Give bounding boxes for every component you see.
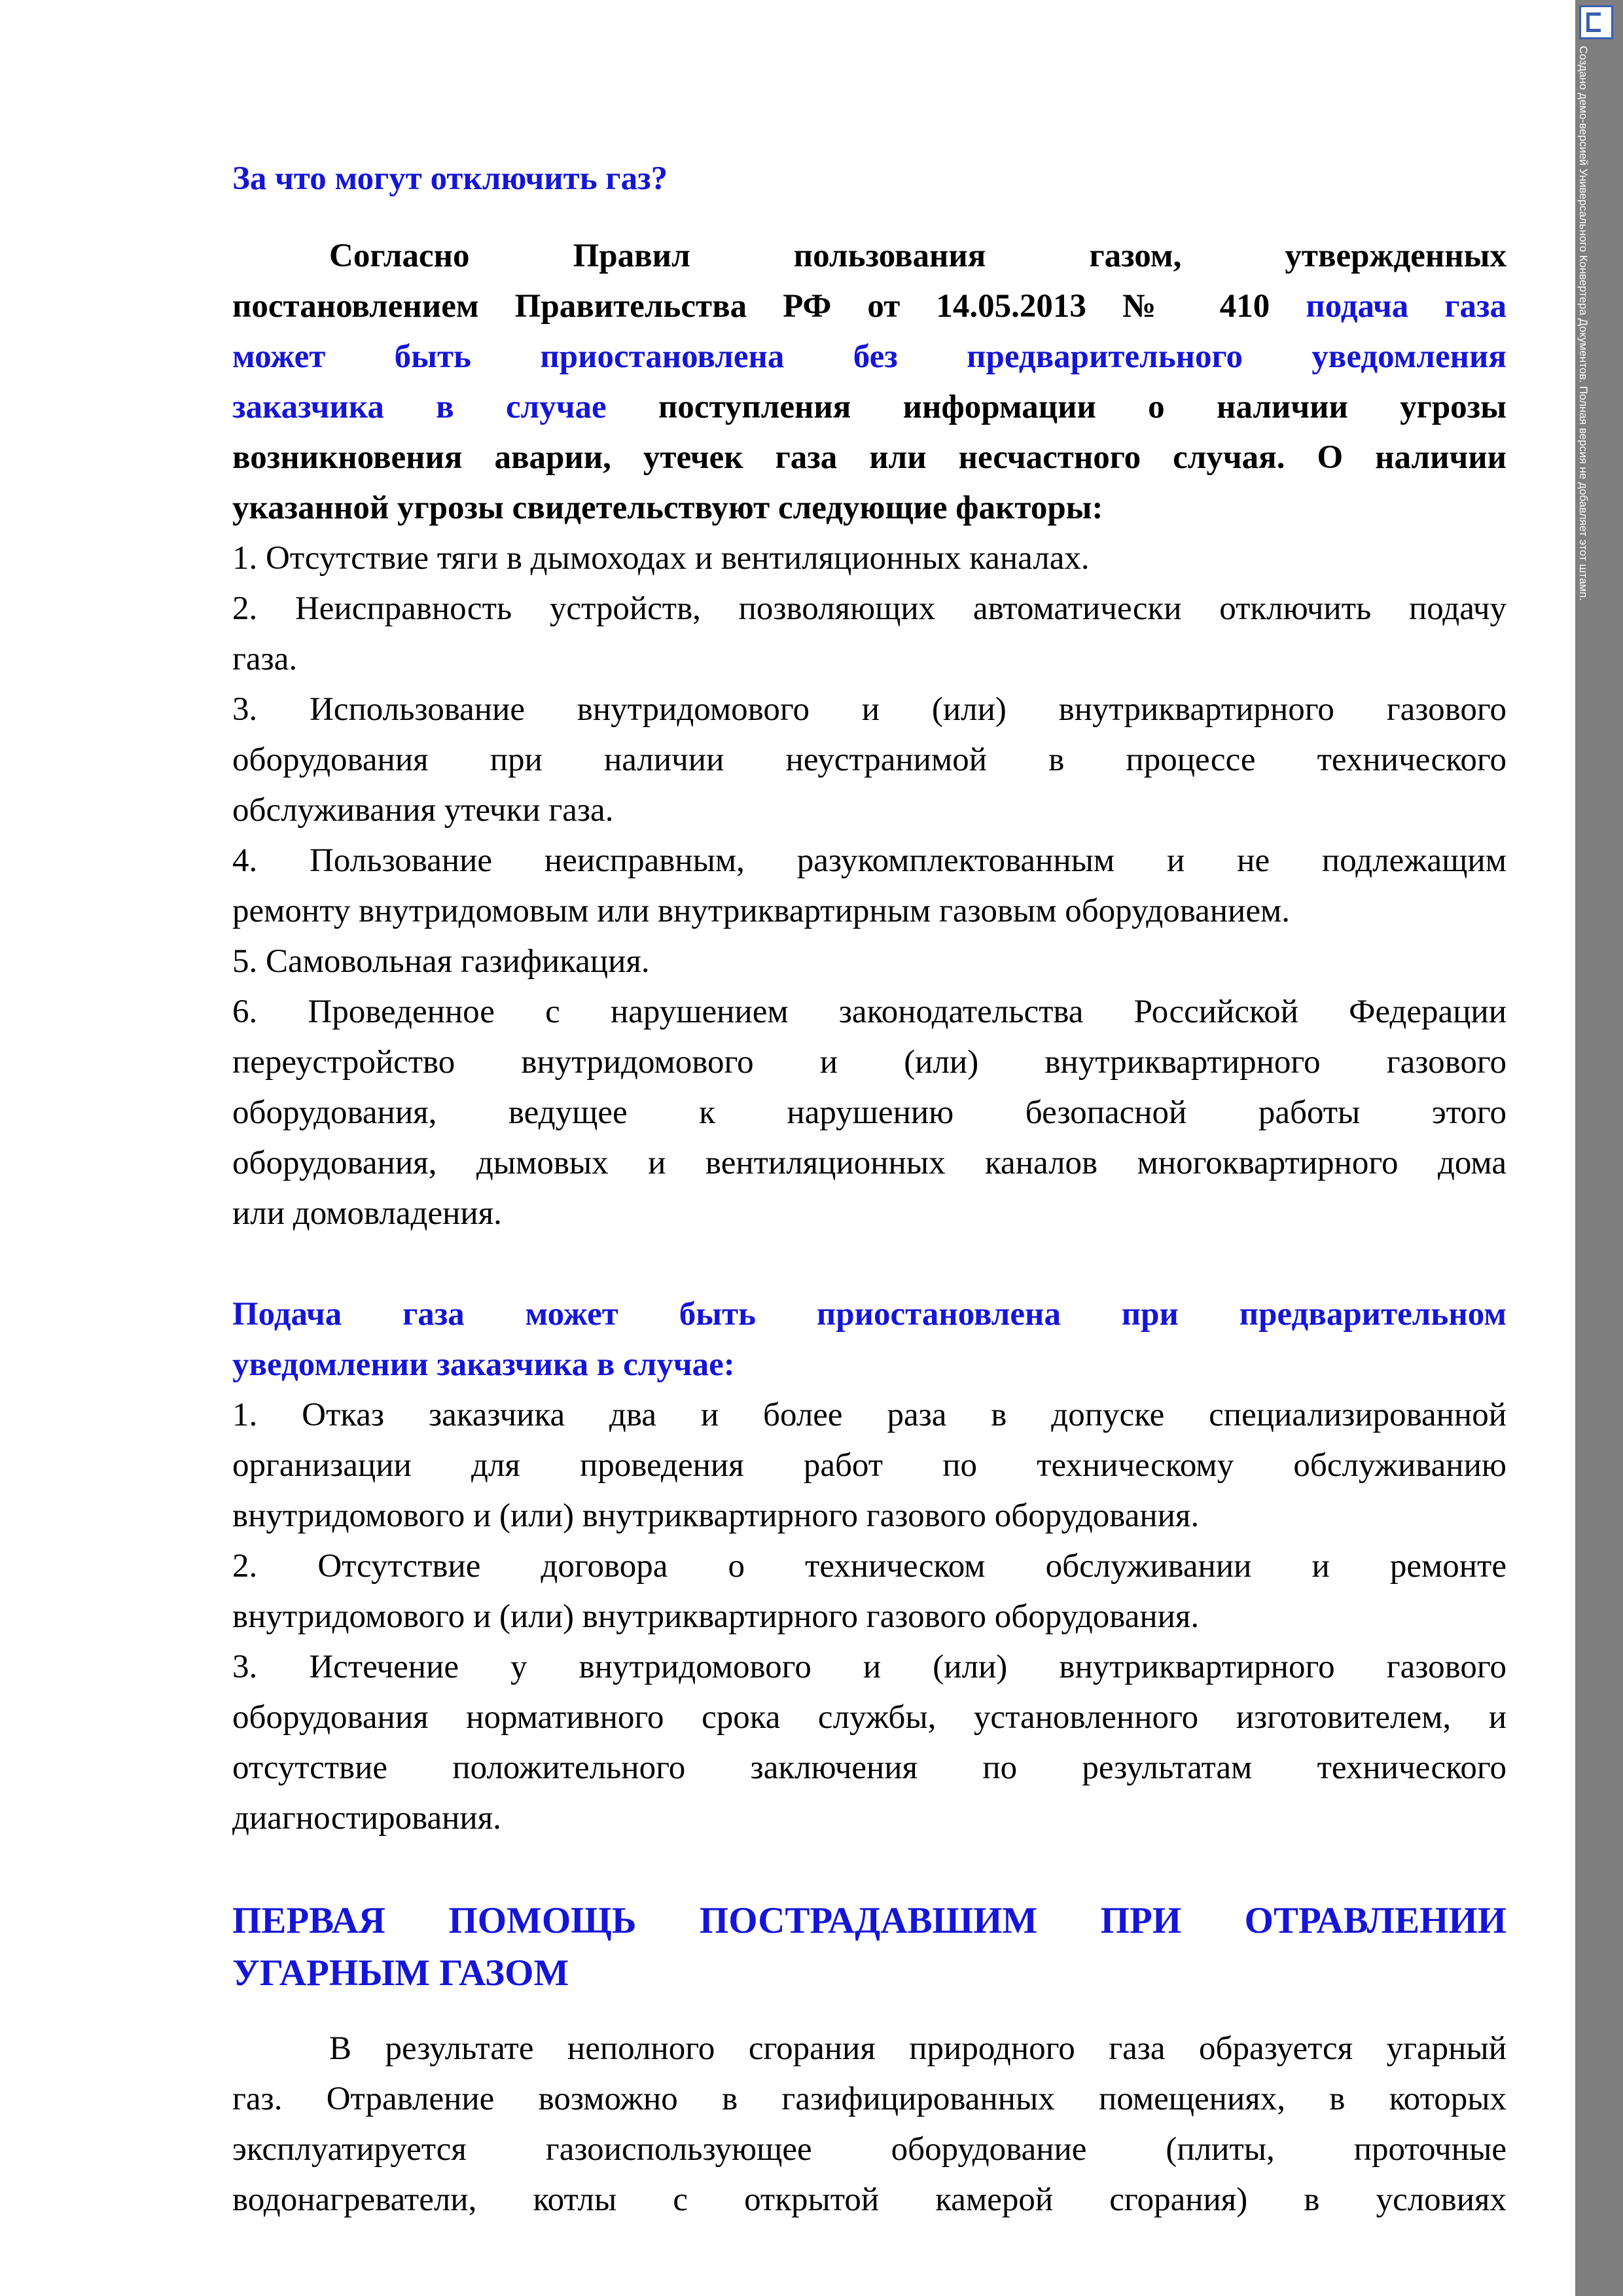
list-item: оборудования при наличии неустранимой в процессе технического [232,742,1507,778]
intro-line-2 [232,281,1507,332]
list-item: или домовладения. [232,1195,502,1232]
intro-line-6: указанной угрозы свидетельствуют следующие факторы: [232,490,1103,526]
intro-line-4 [232,382,1507,433]
list-item: внутридомового и (или) внутриквартирного газового оборудования. [232,1598,1200,1635]
list-item: оборудования, ведущее к нарушению безопасной работы этого [232,1094,1507,1131]
section-2-list [232,1390,1507,1844]
paragraph-line: водонагреватели, котлы с открытой камерой сгорания) в условиях [232,2181,1507,2218]
paragraph-line: эксплуатируется газоиспользующее оборудование (плиты, проточные [232,2131,1507,2168]
list-item: 3. Использование внутридомового и (или) внутриквартирного газового [232,691,1507,728]
intro-line-4-text: поступления информации о наличии угрозы [606,389,1507,425]
watermark-line-2: WWW.PRINT-DRIVER.RU [1563,46,1575,178]
list-item: 1. Отсутствие тяги в дымоходах и вентиляционных каналах. [232,540,1090,577]
intro-line-5: возникновения аварии, утечек газа или несчастного случая. О наличии [232,439,1507,476]
section-1-heading: За что могут отключить газ? [232,160,668,197]
list-item: ремонту внутридомовым или внутриквартирным газовым оборудованием. [232,893,1291,929]
converter-logo-icon [1579,5,1613,39]
list-item: 4. Пользование неисправным, разукомплектованным и не подлежащим [232,842,1507,879]
list-item: газа. [232,641,298,677]
section-3-paragraph [232,2024,1507,2225]
intro-line-2-highlight: подача газа [1306,288,1507,325]
section-3-heading-line-2: УГАРНЫМ ГАЗОМ [232,1952,569,1994]
list-item: организации для проведения работ по техническому обслуживанию [232,1447,1507,1484]
intro-line-4-highlight: заказчика в случае [232,389,607,425]
section-2-heading-line-2: уведомлении заказчика в случае: [232,1346,735,1383]
watermark-line-1: Создано демо-версией Универсального Конвертера Документов. Полная версия не добавляет этот штамп. [1577,46,1590,601]
section-3-heading-line-1: ПЕРВАЯ ПОМОЩЬ ПОСТРАДАВШИМ ПРИ ОТРАВЛЕНИИ [232,1900,1507,1941]
section-2-heading-line-1: Подача газа может быть приостановлена при предварительном [232,1296,1507,1333]
list-item: 1. Отказ заказчика два и более раза в допуске специализированной [232,1397,1507,1433]
section-1-intro [232,231,1507,533]
section-2-heading-block [232,1289,1507,1390]
list-item: 5. Самовольная газификация. [232,943,650,980]
paragraph-line: газ. Отравление возможно в газифицированных помещениях, в которых [232,2081,1507,2117]
list-item: обслуживания утечки газа. [232,792,614,829]
intro-line-3: может быть приостановлена без предварительного уведомления [232,338,1507,375]
list-item: 6. Проведенное с нарушением законодательства Российской Федерации [232,994,1507,1030]
list-item: диагностирования. [232,1800,501,1837]
intro-line-2-text: постановлением Правительства РФ от 14.05.2013 № 410 [232,288,1306,325]
intro-line-1: Согласно Правил пользования газом, утвержденных [329,238,1507,274]
watermark-text [1561,46,1590,674]
list-item: отсутствие положительного заключения по результатам технического [232,1749,1507,1786]
section-3-heading-block [232,1895,1507,2000]
list-item: переустройство внутридомового и (или) внутриквартирного газового [232,1044,1507,1081]
list-item: 2. Отсутствие договора о техническом обслуживании и ремонте [232,1548,1507,1585]
list-item: внутридомового и (или) внутриквартирного газового оборудования. [232,1498,1200,1534]
section-1-list [232,533,1507,1239]
list-item: 3. Истечение у внутридомового и (или) внутриквартирного газового [232,1649,1507,1685]
paragraph-line: В результате неполного сгорания природного газа образуется угарный [329,2030,1507,2067]
list-item: 2. Неисправность устройств, позволяющих автоматически отключить подачу [232,590,1507,627]
section-1-heading-block [232,154,1507,204]
list-item: оборудования, дымовых и вентиляционных каналов многоквартирного дома [232,1145,1507,1181]
list-item: оборудования нормативного срока службы, установленного изготовителем, и [232,1699,1507,1736]
